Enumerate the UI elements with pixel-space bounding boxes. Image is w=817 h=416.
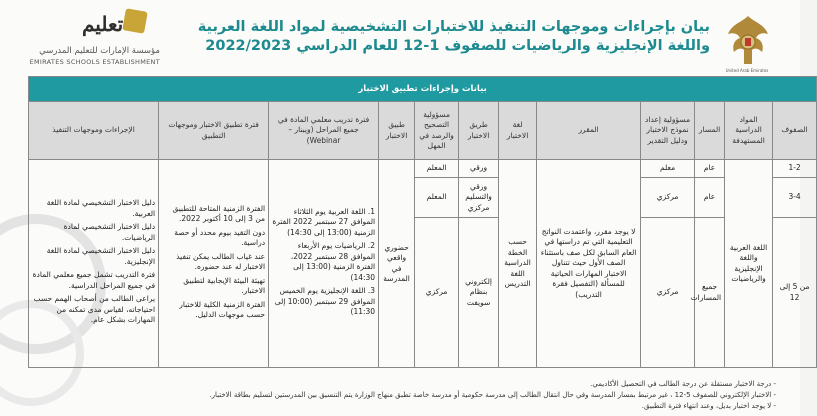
col-header: طبيق الاختبار [379,102,415,160]
emblem-caption: United Arab Emirates [725,68,769,73]
track-cell: عام [695,160,725,178]
period-item: الفترة الزمنية الكلية للاختبار حسب موجهات الدليل. [179,299,266,319]
track-cell: جميع المسارات [695,218,725,368]
training-item: 1. اللغة العربية يوم الثلاثاء الموافق 27 سبتمبر 2022 الفترة الزمنية (13:00 إلى 14:30) [272,206,376,237]
col-header: لغة الاختبار [499,102,537,160]
col-header: المواد الدراسية المستهدفة [725,102,773,160]
footnote: - لا يوجد اختبار بديل، وعند انتهاء فترة التطبيق. [641,402,776,410]
procedure-item: دليل الاختبار التشخيصي لمادة اللغة الإنجليزية. [46,246,156,266]
col-header: طريق الاختبار [459,102,499,160]
period-item: الفترة الزمنية المتاحة للتطبيق من 3 إلى 10 أكتوبر 2022. [172,203,266,223]
procedures-table [28,76,817,368]
footnote: - الاختبار الإلكتروني للصفوف 5-12 ، غير مرتبط بمسار المدرسة وفي حال انتقال الطالب إلى مدرسة حكومية أو مدرسة خاصة تطبق منهاج الوزارة يتم التنسيق بين المدرستين لتسليم بطاقة الاختبار. [209,391,776,399]
grading-cell: المعلم [415,160,459,178]
table-band-title: بيانات وإجراءات تطبيق الاختبار [29,77,817,102]
curriculum-cell: لا يوجد مقرر، واعتمدت النواتج التعليمية التي تم دراستها في العام السابق لكل صف باستثناء الصف الأول حيث تتناول الاختبار المهارات الحياتية للمسألة (التفصيل فقرة التدريب) [537,160,641,368]
responsibility-cell: مركزي [641,218,695,368]
responsibility-cell: معلم [641,160,695,178]
procedures-cell [29,160,159,368]
responsibility-cell: مركزي [641,178,695,218]
method-cell: ورقي والتسليم مركزي [459,178,499,218]
period-cell [159,160,269,368]
logo-mark-icon [118,4,158,44]
logo-english-name: EMIRATES SCHOOLS ESTABLISHMENT [29,58,160,66]
application-cell: حضوري واقعي في المدرسة [379,160,415,368]
table-row [29,160,817,178]
track-cell: عام [695,178,725,218]
grade-cell: 1-2 [773,160,817,178]
page-title [190,18,710,56]
logo-arabic-name: مؤسسة الإمارات للتعليم المدرسي [39,46,160,56]
col-header: الصفوف [773,102,817,160]
procedure-item: فترة التدريب تشمل جميع معلمي المادة في جميع المراحل الدراسية. [32,270,156,290]
training-cell [269,160,379,368]
title-line-1: بيان بإجراءات وموجهات التنفيذ للاختبارات التشخيصية لمواد اللغة العربية [197,19,710,35]
uae-emblem-icon [724,12,772,70]
grading-cell: المعلم [415,178,459,218]
training-item: 3. اللغة الإنجليزية يوم الخميس الموافق 29 سبتمبر (10:00 إلى 11:30) [274,286,376,316]
col-header: المسار [695,102,725,160]
grading-cell: مركزي [415,218,459,368]
period-item: دون التقيد بيوم محدد أو حصة دراسية. [174,227,266,247]
title-line-2: واللغة الإنجليزية والرياضيات للصفوف 1-12 للعام الدراسي 2022/2023 [205,38,710,54]
method-cell: ورقي [459,160,499,178]
method-cell: إلكتروني بنظام سويفت [459,218,499,368]
logo-word: تعليم [82,12,124,36]
procedure-item: دليل الاختبار التشخيصي لمادة اللغة العربية. [46,198,156,218]
procedures-table-wrapper [28,76,810,376]
grade-cell: من 5 إلى 12 [773,218,817,368]
subjects-cell: اللغة العربية واللغة الإنجليزية والرياضيات [725,160,773,368]
training-item: 2. الرياضيات يوم الأربعاء الموافق 28 سبتمبر 2022، الفترة الزمنية (13:00 إلى 14:30) [290,241,376,282]
period-item: عند غياب الطالب يمكن تنفيذ الاختبار له عند حضوره. [176,251,266,271]
period-item: تهيئة البيئة الإيجابية لتطبيق الاختبار. [183,275,266,295]
col-header: مسؤولية التصحيح والرصد في المهل [415,102,459,160]
col-header: فترة تدريب معلمي المادة في جميع المراحل (ويبنار – Webinar) [269,102,379,160]
col-header: مسؤولية إعداد نموذج الاختبار ودليل التقدير [641,102,695,160]
footnote: - درجة الاختبار مستقلة عن درجة الطالب في التحصيل الأكاديمي. [590,380,776,388]
col-header: المقرر [537,102,641,160]
language-cell: حسب الخطة الدراسية اللغة التدريس [499,160,537,368]
col-header: الإجراءات وموجهات التنفيذ [29,102,159,160]
table-header-row [29,102,817,160]
procedure-item: دليل الاختبار التشخيصي لمادة الرياضيات. [63,222,156,242]
grade-cell: 3-4 [773,178,817,218]
col-header: فترة تطبيق الاختبار وموجهات التطبيق [159,102,269,160]
procedure-item: يراعى الطالب من أصحاب الهمم حسب احتياجاته، لقياس مدى تمكنه من المهارات بشكل عام. [33,294,156,325]
